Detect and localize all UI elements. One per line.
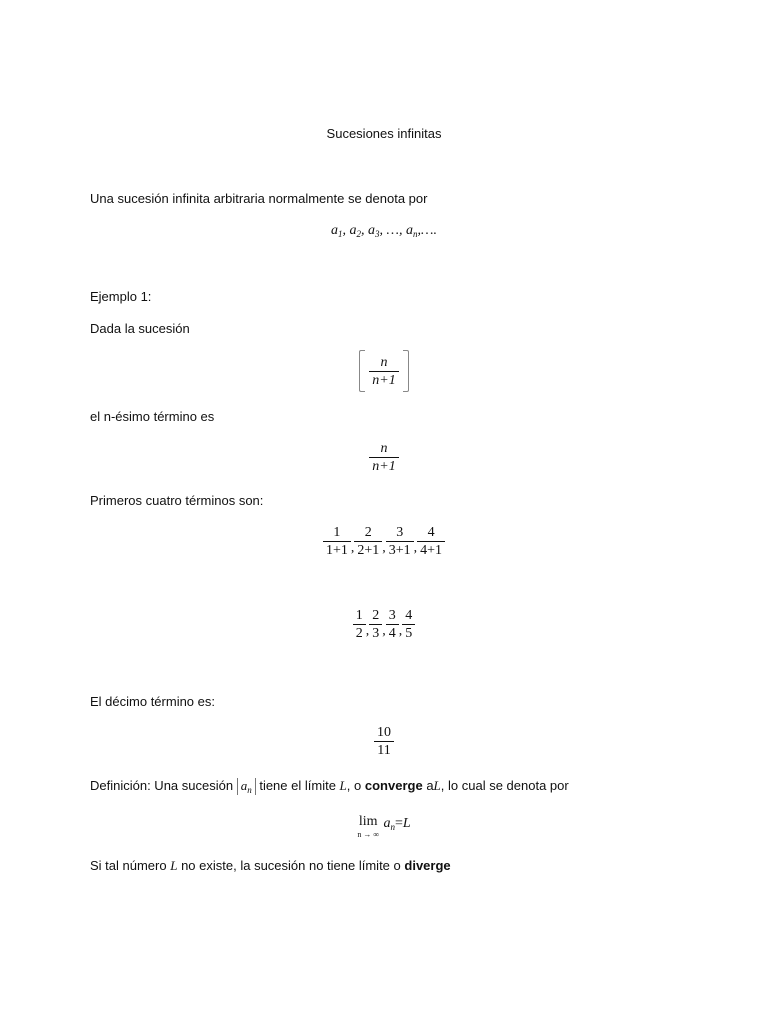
- given-text: Dada la sucesión: [90, 321, 190, 336]
- abs-a-n: $a_n$: [237, 778, 256, 795]
- fraction-n-over-n-plus-1: $\frac{n}{n+1}$: [369, 354, 398, 389]
- seq-term-2: $a_2$: [349, 223, 362, 239]
- limit-operator: lim n → ∞: [357, 814, 380, 839]
- nth-term-fraction: $\frac{n}{n+1}$: [0, 440, 768, 475]
- simple-frac-3: $\frac{3}{4}$: [386, 607, 399, 642]
- first-frac-1: $\frac{1}{1+1}$: [323, 524, 351, 559]
- seq-term-1: $a_1$: [331, 223, 343, 239]
- simplified-fractions: $\frac{1}{2}$ , $\frac{2}{3}$ , $\frac{3}{4}$ , $\frac{4}{5}$: [0, 607, 768, 642]
- simple-frac-4: $\frac{4}{5}$: [402, 607, 415, 642]
- converge-term: converge: [364, 778, 423, 793]
- simple-frac-2: $\frac{2}{3}$: [369, 607, 382, 642]
- page-title: Sucesiones infinitas: [326, 126, 442, 141]
- sequence-set: [0, 350, 768, 392]
- right-brace: [403, 350, 409, 392]
- first-terms-label: Primeros cuatro términos son:: [90, 493, 264, 508]
- seq-trailing: ….: [421, 223, 437, 238]
- nth-term-label: el n-ésimo término es: [90, 409, 215, 424]
- example-label: Ejemplo 1:: [90, 289, 152, 304]
- tenth-term-fraction: $\frac{10}{11}$: [0, 724, 768, 759]
- diverge-term: diverge: [404, 858, 451, 873]
- first-frac-2: $\frac{2}{2+1}$: [354, 524, 382, 559]
- first-frac-3: $\frac{3}{3+1}$: [386, 524, 414, 559]
- first-terms-fractions: $\frac{1}{1+1}$ , $\frac{2}{2+1}$ , $\frac{3}{3+1}$ , $\frac{4}{4+1}$: [0, 524, 768, 559]
- closing-text: Si tal número L no existe, la sucesión no tiene límite o diverge: [90, 858, 451, 873]
- limit-expression: lim n → ∞ $a_n=L$: [357, 814, 411, 839]
- first-frac-4: $\frac{4}{4+1}$: [417, 524, 445, 559]
- seq-ellipsis: …: [386, 223, 399, 238]
- sequence-notation: $a_1$, $a_2$, $a_3$, …, $a_n,\dots$.: [331, 223, 437, 239]
- intro-text: Una sucesión infinita arbitraria normalmente se denota por: [90, 191, 428, 206]
- definition-text: Definición: Una sucesión $a_n$ tiene el límite L, o converge aL, lo cual se denota por: [90, 778, 569, 795]
- left-brace: [359, 350, 365, 392]
- seq-term-n: $a_n$: [406, 223, 418, 239]
- simple-frac-1: $\frac{1}{2}$: [353, 607, 366, 642]
- seq-term-3: $a_3$: [368, 223, 380, 239]
- tenth-term-label: El décimo término es:: [90, 694, 215, 709]
